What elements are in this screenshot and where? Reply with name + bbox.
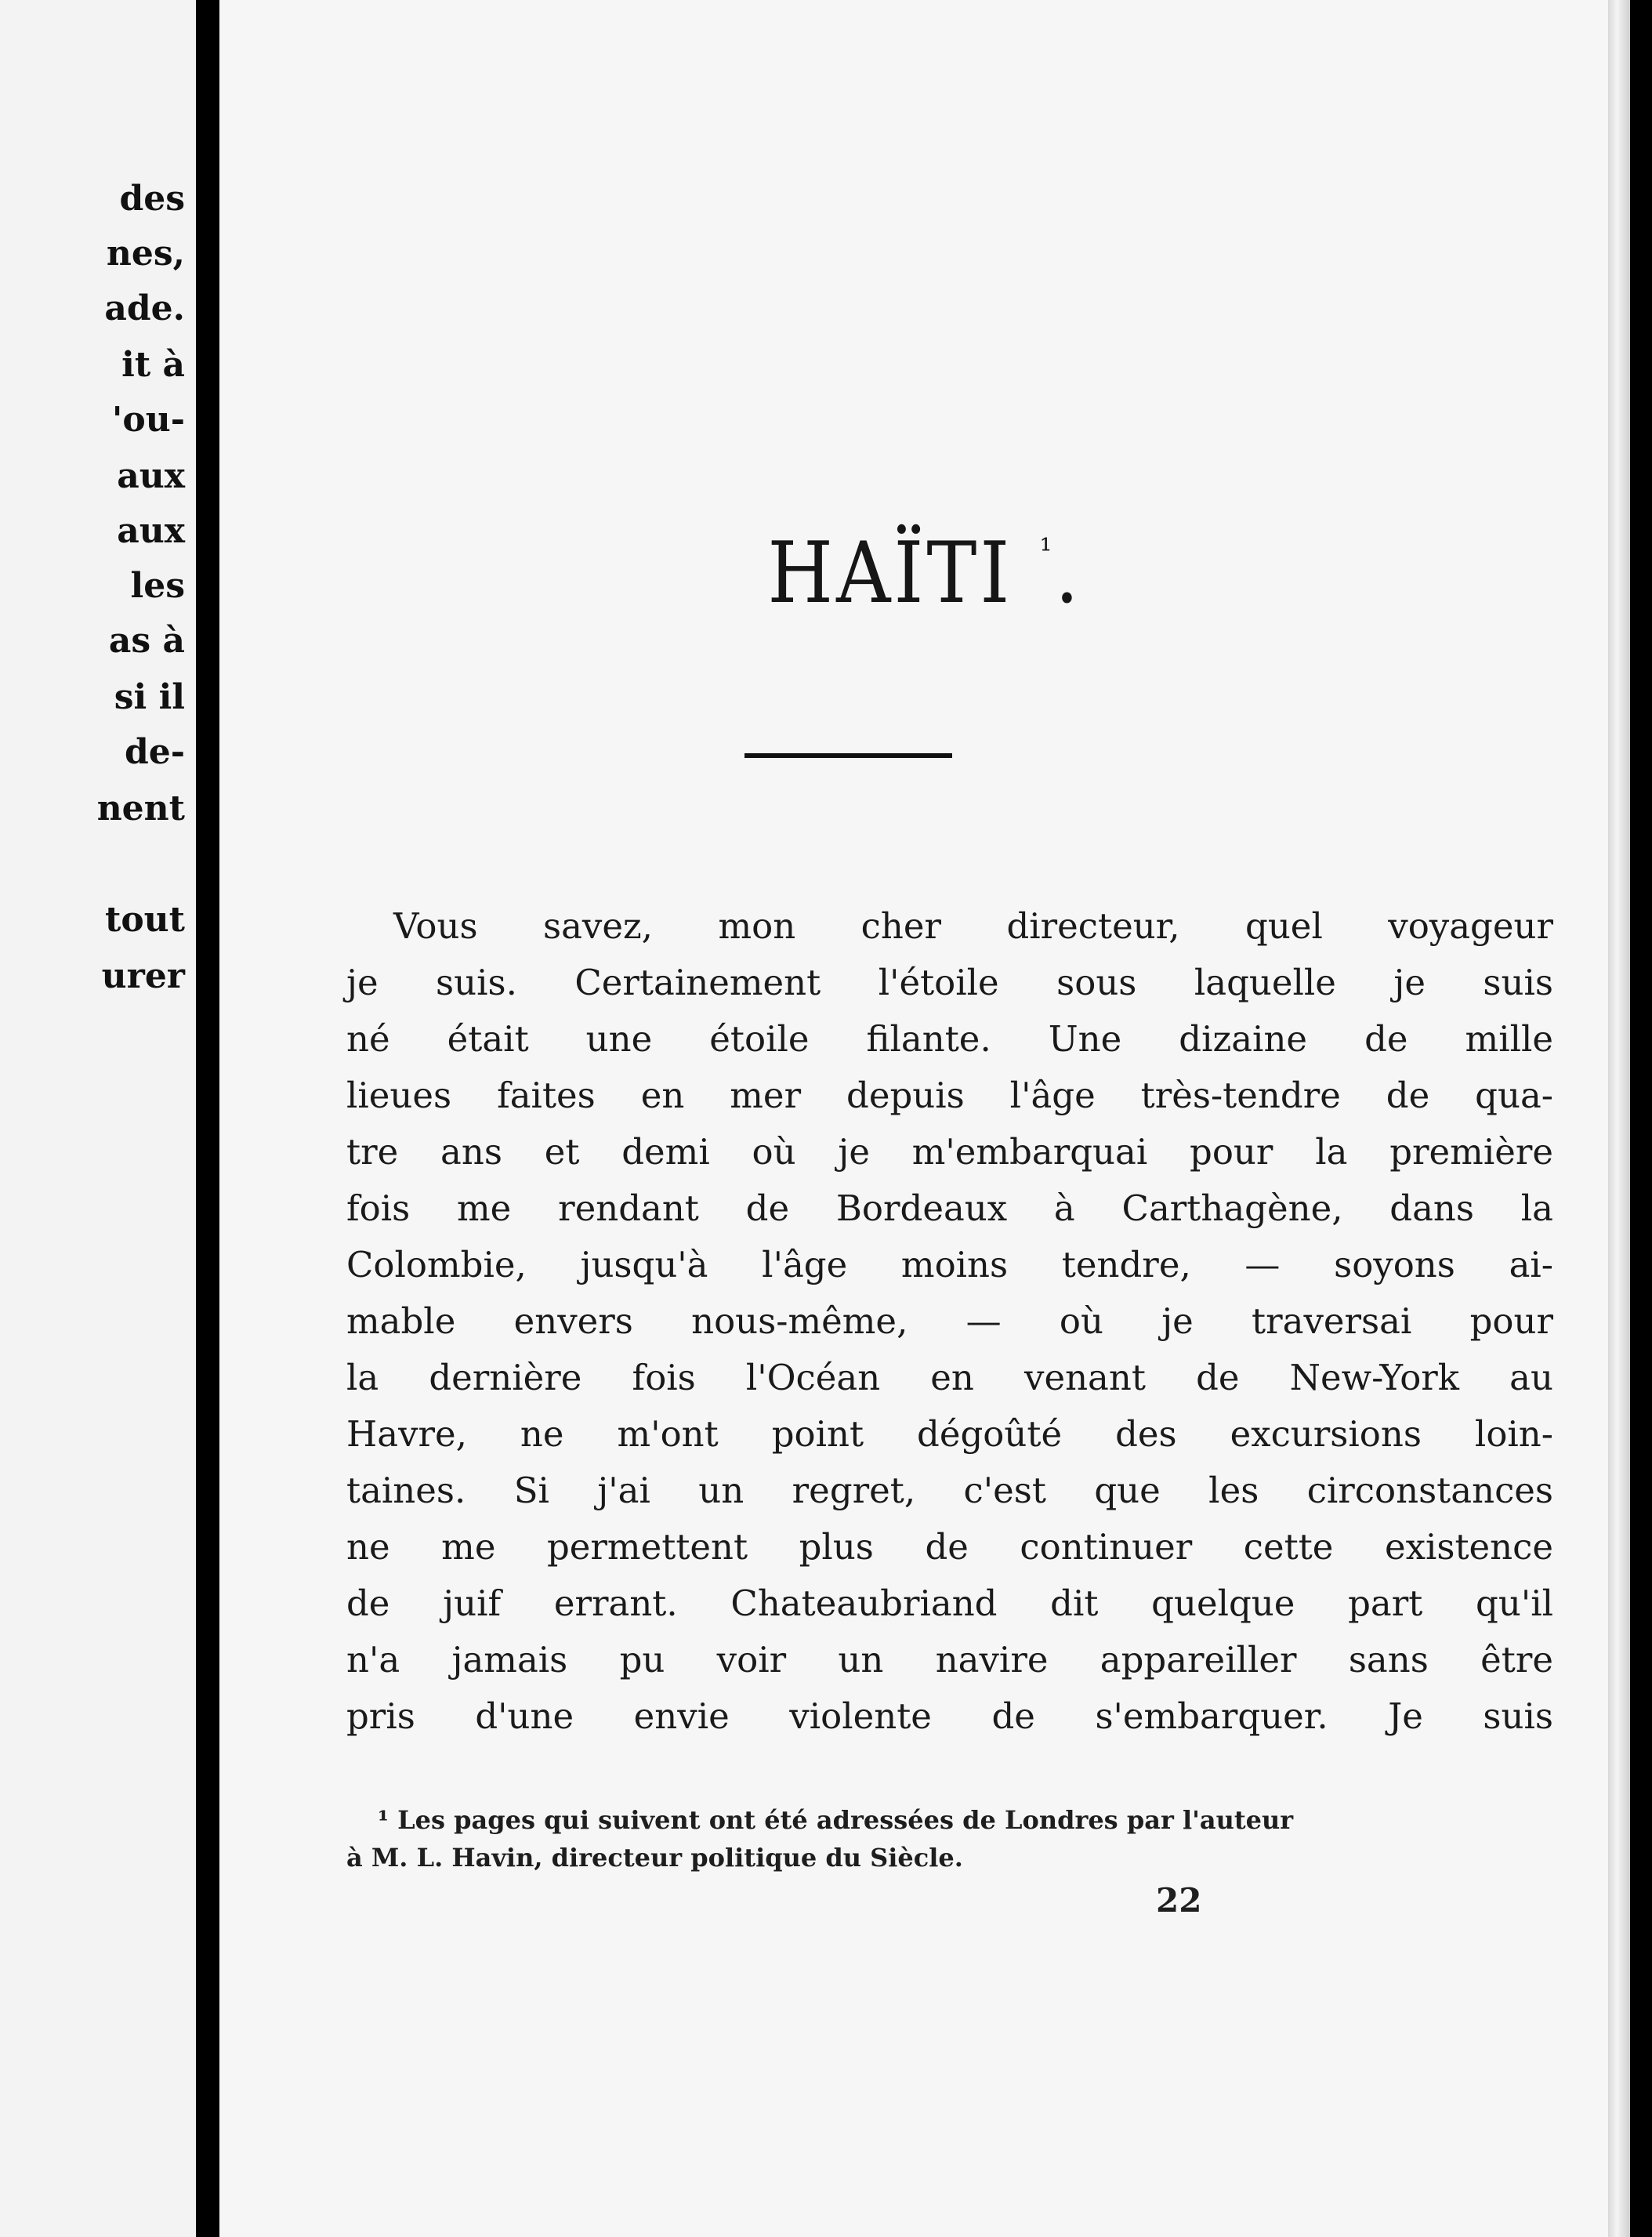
left-page-text-fragment: tout: [105, 900, 185, 940]
text-line: Colombie, jusqu'à l'âge moins tendre, — soyons ai-: [346, 1244, 1553, 1285]
page-number: 22: [1156, 1881, 1202, 1920]
left-page-text-fragment: ade.: [104, 288, 185, 328]
book-gutter: [196, 0, 219, 2237]
page-edge: [1608, 0, 1630, 2237]
footnote: [346, 1801, 1553, 1876]
left-page-text-fragment: de-: [124, 732, 185, 772]
left-page-text-fragment: urer: [101, 956, 185, 996]
chapter-title-text: HAÏTI: [767, 524, 1013, 622]
text-line: tre ans et demi où je m'embarquai pour la première: [346, 1131, 1553, 1173]
text-line: la dernière fois l'Océan en venant de New-York au: [346, 1357, 1553, 1398]
left-page-text-fragment: it à: [121, 345, 185, 385]
text-line: né était une étoile filante. Une dizaine de mille: [346, 1018, 1553, 1060]
text-line: je suis. Certainement l'étoile sous laquelle je suis: [346, 962, 1553, 1003]
text-line: Vous savez, mon cher directeur, quel voyageur: [393, 905, 1553, 947]
title-divider: [744, 753, 952, 758]
left-page-text-fragment: aux: [117, 456, 185, 496]
left-page-text-fragment: nent: [96, 789, 185, 828]
left-page-text-fragment: aux: [117, 511, 185, 551]
footnote-line: ¹ Les pages qui suivent ont été adressées de Londres par l'auteur: [378, 1805, 1294, 1835]
footnote-line: à M. L. Havin, directeur politique du Siècle.: [346, 1843, 963, 1873]
left-page-fragment: [0, 0, 196, 2237]
text-line: fois me rendant de Bordeaux à Carthagène, dans la: [346, 1187, 1553, 1229]
left-page-text-fragment: nes,: [106, 234, 185, 274]
book-page: [219, 0, 1630, 2237]
text-line: de juif errant. Chateaubriand dit quelque part qu'il: [346, 1583, 1553, 1624]
footnote-marker: ¹: [1039, 531, 1056, 570]
text-line: n'a jamais pu voir un navire appareiller sans être: [346, 1639, 1553, 1680]
left-page-text-fragment: si il: [114, 677, 185, 717]
left-page-text-fragment: les: [130, 566, 185, 606]
scan-border: [1630, 0, 1652, 2237]
text-line: pris d'une envie violente de s'embarquer. Je suis: [346, 1695, 1553, 1737]
left-page-text-fragment: des: [119, 179, 185, 219]
left-page-text-fragment: as à: [108, 621, 185, 661]
text-line: taines. Si j'ai un regret, c'est que les circonstances: [346, 1470, 1553, 1511]
chapter-title: [219, 524, 1630, 622]
text-line: ne me permettent plus de continuer cette existence: [346, 1526, 1553, 1568]
body-paragraph: [346, 898, 1553, 1745]
left-page-text-fragment: 'ou-: [111, 400, 185, 440]
chapter-title-period: .: [1055, 524, 1082, 622]
text-line: mable envers nous-même, — où je traversai pour: [346, 1300, 1553, 1342]
text-line: Havre, ne m'ont point dégoûté des excursions loin-: [346, 1413, 1553, 1455]
text-line: lieues faites en mer depuis l'âge très-tendre de qua-: [346, 1075, 1553, 1116]
